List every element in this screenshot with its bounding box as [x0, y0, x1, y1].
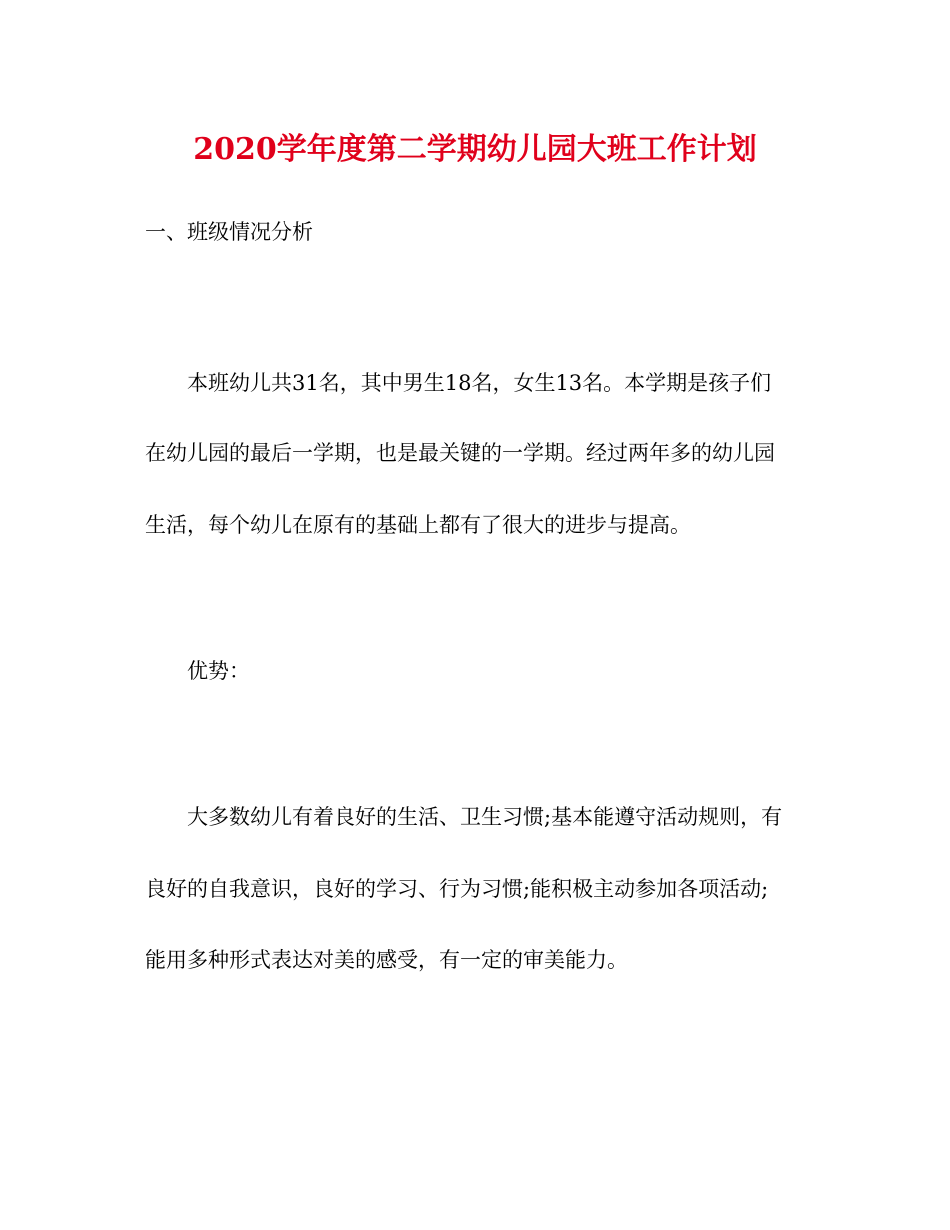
paragraph-line: 本班幼儿共31名，其中男生18名，女生13名。本学期是孩子们 — [187, 371, 772, 395]
section-heading-class-analysis: 一、班级情况分析 — [145, 220, 313, 244]
paragraph-line: 大多数幼儿有着良好的生活、卫生习惯;基本能遵守活动规则，有 — [187, 805, 783, 829]
paragraph-line: 能用多种形式表达对美的感受，有一定的审美能力。 — [145, 948, 628, 972]
paragraph-line: 良好的自我意识，良好的学习、行为习惯;能积极主动参加各项活动; — [145, 877, 769, 901]
advantages-label: 优势： — [187, 659, 250, 683]
paragraph-line: 生活，每个幼儿在原有的基础上都有了很大的进步与提高。 — [145, 513, 691, 537]
paragraph-line: 在幼儿园的最后一学期，也是最关键的一学期。经过两年多的幼儿园 — [145, 441, 775, 465]
paragraph-class-overview — [145, 368, 810, 568]
paragraph-advantages — [145, 802, 810, 1002]
page-title: 2020学年度第二学期幼儿园大班工作计划 — [193, 132, 757, 167]
advantages-label-block — [145, 656, 810, 686]
